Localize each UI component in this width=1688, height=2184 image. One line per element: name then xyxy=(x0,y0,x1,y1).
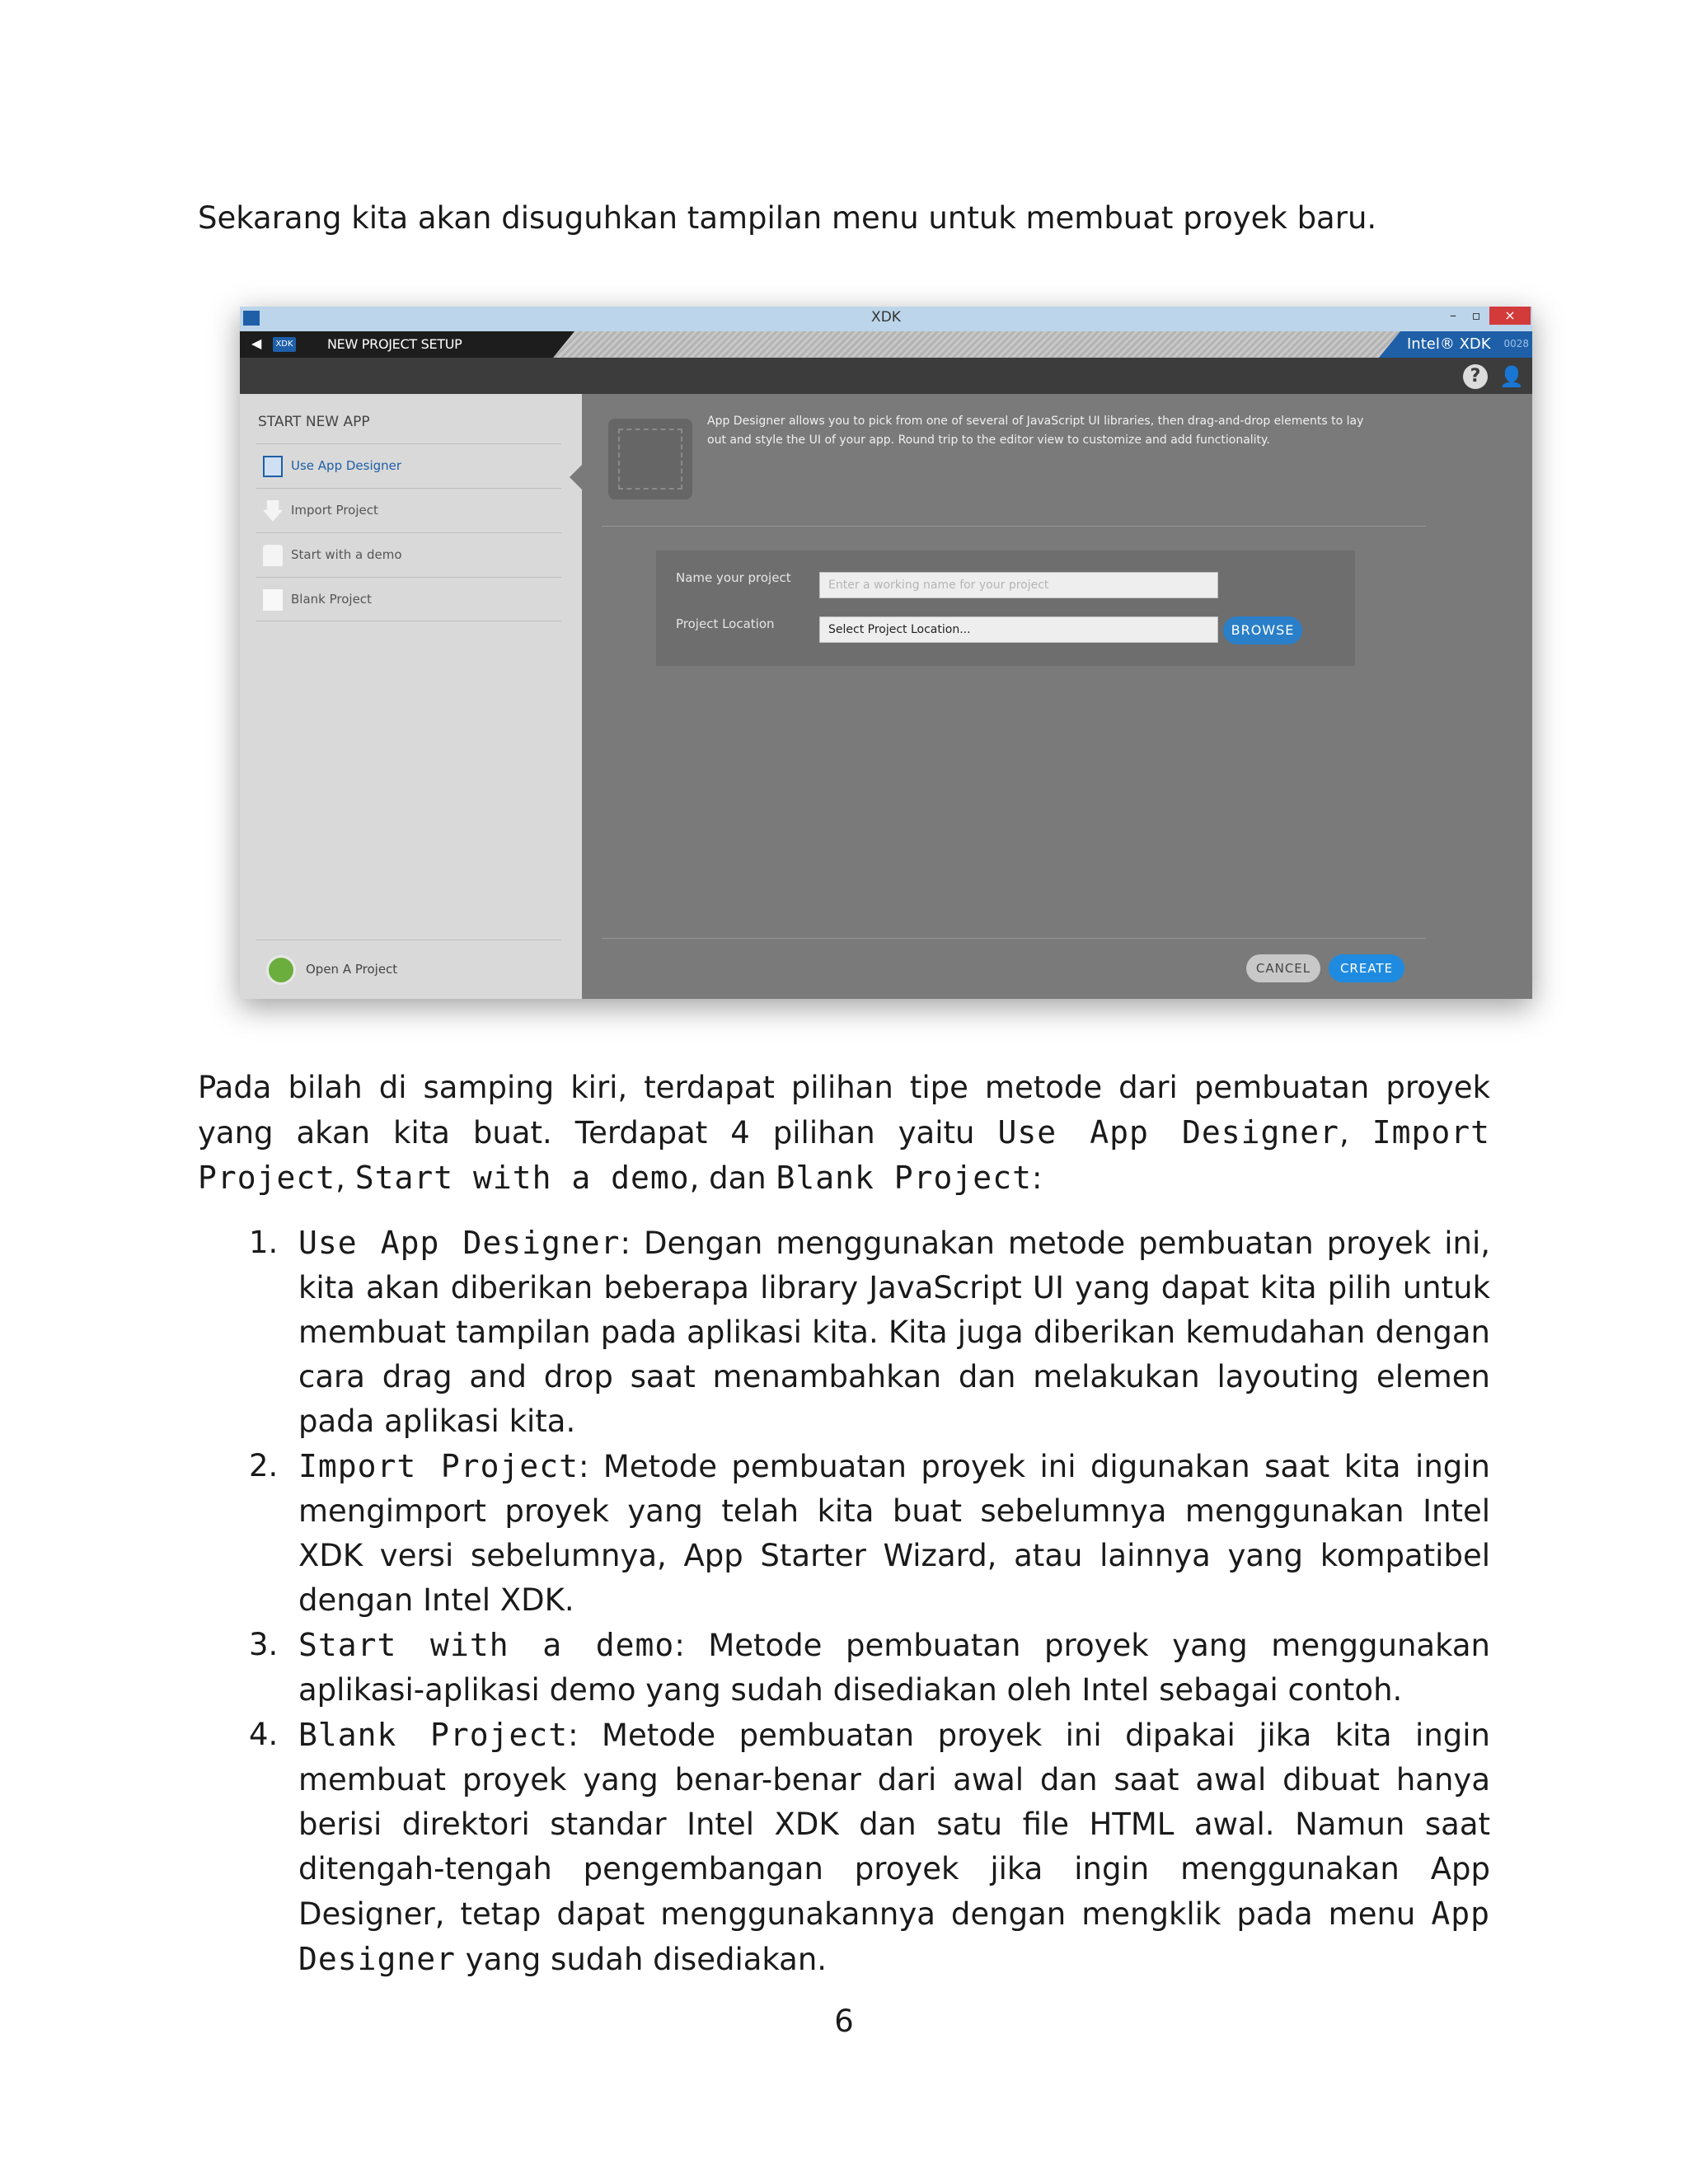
list-text: yang sudah disediakan. xyxy=(456,1942,828,1977)
sidebar-item-label: Blank Project xyxy=(291,592,372,607)
description-paragraph xyxy=(198,1066,1490,1201)
paragraph-text: , xyxy=(1339,1115,1372,1151)
user-icon[interactable]: 👤 xyxy=(1499,365,1524,388)
toolbar xyxy=(240,358,1532,394)
term-use-app-designer: Use App Designer xyxy=(997,1114,1339,1151)
divider xyxy=(602,526,1426,527)
method-list xyxy=(198,1221,1490,1982)
list-number: 1. xyxy=(249,1225,279,1260)
list-number: 4. xyxy=(249,1717,279,1752)
window-title: XDK xyxy=(871,309,901,326)
intel-xdk-brand xyxy=(1400,331,1532,358)
blank-page-icon xyxy=(263,589,283,611)
xdk-badge: XDK xyxy=(273,337,296,352)
list-item xyxy=(198,1713,1490,1982)
list-text: : Metode pembuatan proyek ini digunakan saat kita ingin mengimport proyek yang telah kita buat sebelumnya menggunakan Intel XDK versi sebelumnya, App Starter Wizard, atau lainnya yang kompatibel dengan Intel XDK. xyxy=(298,1449,1490,1618)
term-blank-project: Blank Project xyxy=(776,1160,1032,1196)
project-location-field[interactable]: Select Project Location... xyxy=(819,616,1218,643)
create-button[interactable]: CREATE xyxy=(1329,954,1404,982)
footer-divider xyxy=(602,938,1426,939)
list-term: App Designer xyxy=(298,1896,1490,1977)
nav-bar xyxy=(240,331,1532,358)
open-project-link[interactable] xyxy=(256,940,561,997)
demo-icon xyxy=(263,545,283,566)
list-item xyxy=(198,1221,1490,1444)
cancel-button[interactable]: CANCEL xyxy=(1246,954,1320,982)
list-term: Import Project xyxy=(298,1448,579,1484)
sidebar-item-blank-project[interactable] xyxy=(256,577,561,621)
project-form xyxy=(656,551,1355,666)
sidebar-item-label: Import Project xyxy=(291,503,378,518)
list-text: : Dengan menggunakan metode pembuatan proyek ini, kita akan diberikan beberapa library JavaScript UI yang dapat kita pilih untuk membuat tampilan pada aplikasi kita. Kita juga diberikan kemudahan dengan cara drag and drop saat menambahkan dan melakukan layouting elemen pada aplikasi kita. xyxy=(298,1226,1491,1439)
intro-paragraph: Sekarang kita akan disuguhkan tampilan menu untuk membuat proyek baru. xyxy=(198,200,1377,236)
list-term: Use App Designer xyxy=(298,1225,621,1261)
sidebar xyxy=(240,394,582,999)
sidebar-item-import-project[interactable] xyxy=(256,488,561,532)
term-start-with-demo: Start with a demo xyxy=(354,1160,690,1196)
back-arrow-icon[interactable]: ◀ xyxy=(251,335,262,351)
list-number: 3. xyxy=(249,1627,279,1662)
sidebar-title: START NEW APP xyxy=(258,414,370,430)
folder-open-icon xyxy=(266,955,296,985)
sidebar-item-start-with-demo[interactable] xyxy=(256,532,561,577)
term-import-project: Import Project xyxy=(198,1114,1490,1196)
window-titlebar xyxy=(240,307,1532,331)
browse-button[interactable]: BROWSE xyxy=(1223,616,1302,644)
maximize-icon[interactable]: ▫ xyxy=(1471,307,1481,323)
project-name-input[interactable]: Enter a working name for your project xyxy=(819,572,1218,598)
close-icon[interactable]: × xyxy=(1489,307,1531,325)
paragraph-text: Pada bilah di samping kiri, terdapat pilihan tipe metode dari pembuatan proyek yang akan kita buat. Terdapat 4 pilihan yaitu xyxy=(198,1070,1490,1151)
list-item xyxy=(198,1623,1490,1713)
description-text: App Designer allows you to pick from one of several of JavaScript UI libraries, then drag-and-drop elements to lay out and style the UI of your app. Round trip to the editor view to customize and add functionality. xyxy=(707,415,1364,447)
location-label: Project Location xyxy=(676,616,775,631)
build-number: 0028 xyxy=(1503,338,1529,349)
nav-tab xyxy=(240,331,553,358)
sidebar-item-use-app-designer[interactable] xyxy=(256,443,561,488)
minimize-icon[interactable]: – xyxy=(1450,307,1456,323)
xdk-screenshot xyxy=(240,307,1532,999)
import-icon xyxy=(263,500,283,522)
list-text: : Metode pembuatan proyek yang menggunakan aplikasi-aplikasi demo yang sudah disediakan oleh Intel sebagai contoh. xyxy=(298,1628,1490,1708)
list-term: Start with a demo xyxy=(298,1627,675,1663)
paragraph-text: : xyxy=(1031,1160,1043,1196)
app-designer-icon xyxy=(263,456,283,477)
main-panel xyxy=(582,394,1532,999)
nav-title: NEW PROJECT SETUP xyxy=(327,336,462,352)
sidebar-item-label: Use App Designer xyxy=(291,458,402,473)
open-project-label: Open A Project xyxy=(306,962,398,977)
sidebar-item-label: Start with a demo xyxy=(291,547,402,562)
list-text: : Metode pembuatan proyek ini dipakai jika kita ingin membuat proyek yang benar-benar dari awal dan saat awal dibuat hanya berisi direktori standar Intel XDK dan satu file HTML awal. Namun saat ditengah-tengah pengembangan proyek jika ingin menggunakan App Designer, tetap dapat menggunakannya dengan mengklik pada menu xyxy=(298,1718,1490,1932)
app-designer-preview-icon xyxy=(608,419,692,499)
paragraph-text: , dan xyxy=(689,1160,776,1196)
brand-label: Intel® XDK xyxy=(1407,335,1491,353)
paragraph-text: , xyxy=(335,1160,355,1196)
page-number: 6 xyxy=(834,2004,854,2039)
name-label: Name your project xyxy=(676,570,791,585)
help-icon[interactable]: ? xyxy=(1463,364,1488,389)
list-item xyxy=(198,1444,1490,1623)
list-number: 2. xyxy=(249,1448,279,1483)
selection-pointer xyxy=(570,464,583,490)
list-term: Blank Project xyxy=(298,1717,569,1753)
